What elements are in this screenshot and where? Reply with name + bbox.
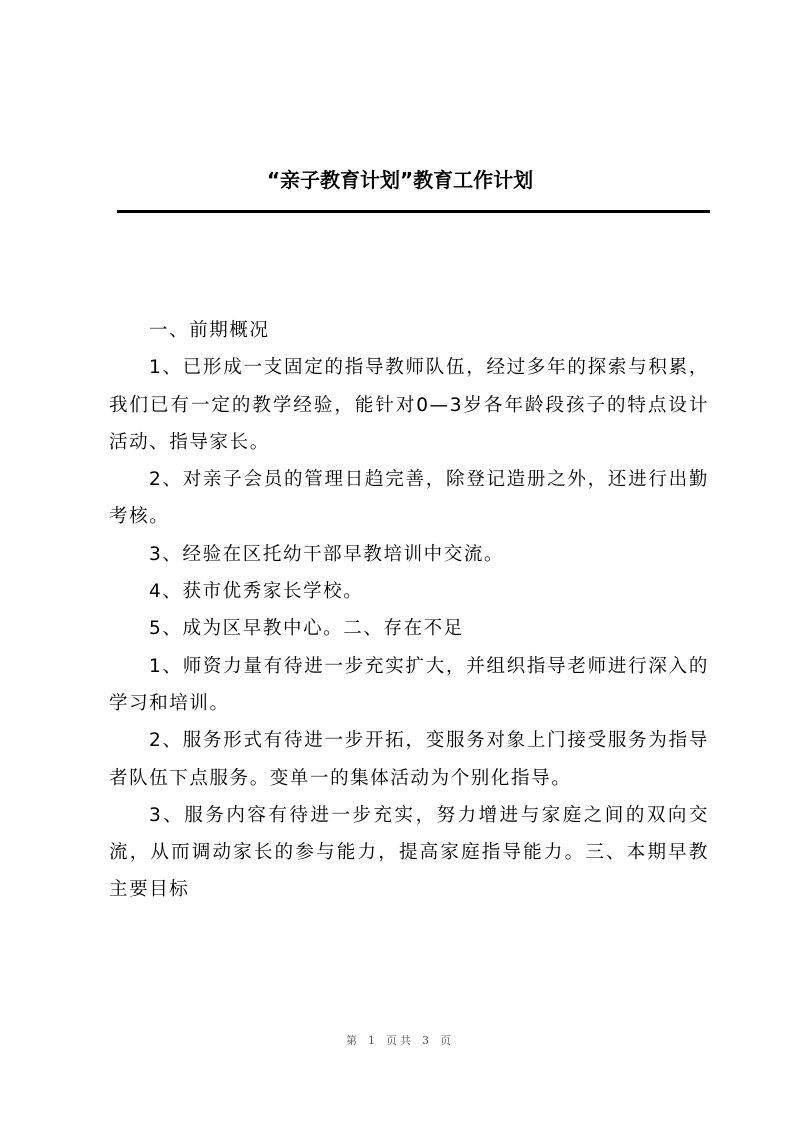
footer-current-page: 1 bbox=[368, 1034, 378, 1047]
document-body bbox=[109, 312, 709, 909]
paragraph: 1、已形成一支固定的指导教师队伍，经过多年的探索与积累，我们已有一定的教学经验，能针对0—3岁各年龄段孩子的特点设计活动、指导家长。 bbox=[109, 357, 709, 453]
paragraph: 2、对亲子会员的管理日趋完善，除登记造册之外，还进行出勤考核。 bbox=[109, 469, 709, 528]
paragraph: 2、服务形式有待进一步开拓，变服务对象上门接受服务为指导者队伍下点服务。变单一的集体活动为个别化指导。 bbox=[109, 730, 709, 789]
section-heading-overview: 一、前期概况 bbox=[149, 320, 270, 341]
title-divider bbox=[117, 210, 710, 213]
footer-prefix: 第 bbox=[346, 1034, 360, 1047]
paragraph: 1、师资力量有待进一步充实扩大，并组织指导老师进行深入的学习和培训。 bbox=[109, 655, 709, 714]
page-footer bbox=[0, 1032, 800, 1048]
footer-total-pages: 3 bbox=[422, 1034, 432, 1047]
document-title: “亲子教育计划”教育工作计划 bbox=[266, 168, 534, 192]
footer-middle: 页共 bbox=[386, 1034, 414, 1047]
footer-suffix: 页 bbox=[440, 1034, 454, 1047]
paragraph: 4、获市优秀家长学校。 bbox=[149, 581, 364, 603]
paragraph: 5、成为区早教中心。二、存在不足 bbox=[149, 618, 464, 640]
paragraph: 3、经验在区托幼干部早教培训中交流。 bbox=[149, 543, 505, 565]
paragraph: 3、服务内容有待进一步充实，努力增进与家庭之间的双向交流，从而调动家长的参与能力，提高家庭指导能力。三、本期早教主要目标 bbox=[109, 804, 709, 901]
